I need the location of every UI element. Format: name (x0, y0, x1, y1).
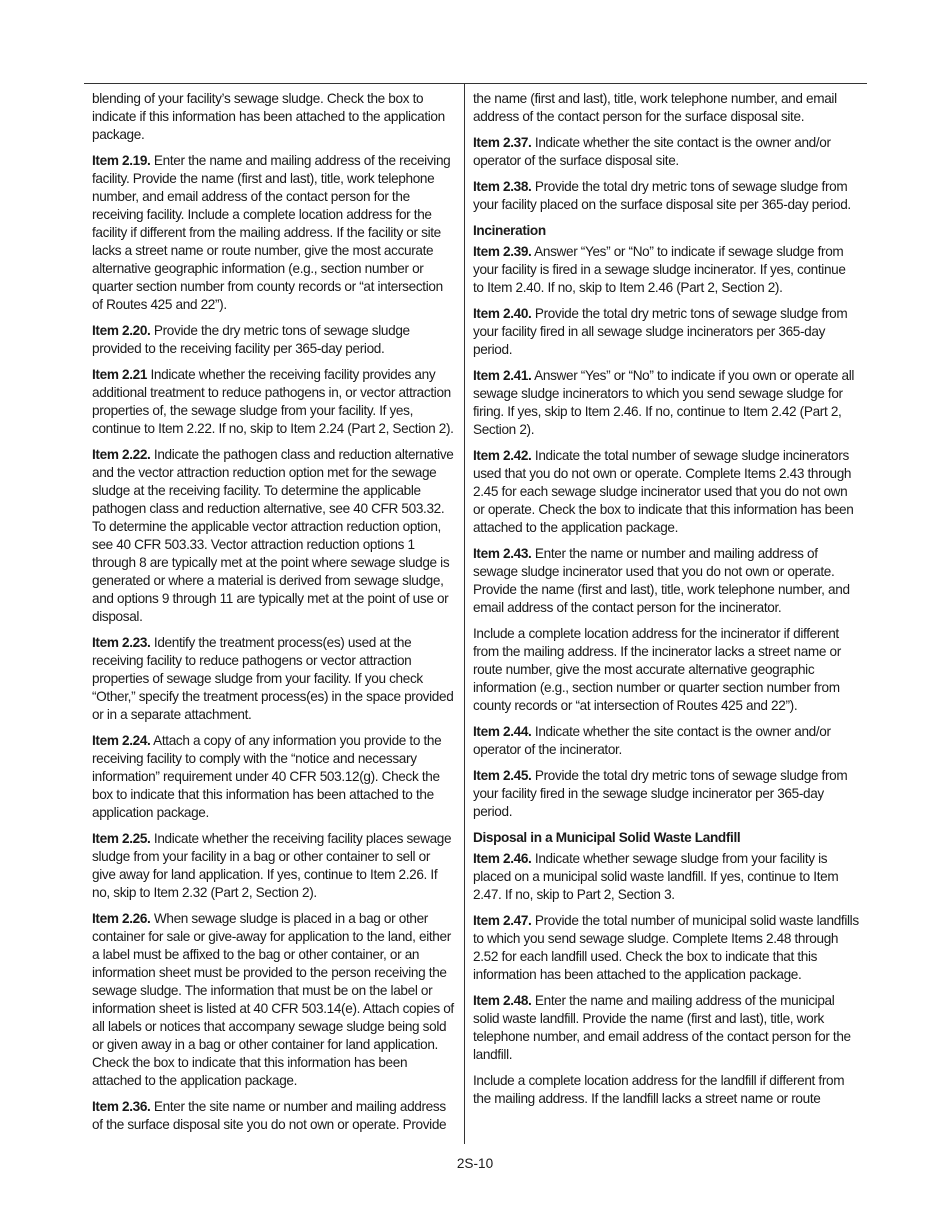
heading-landfill: Disposal in a Municipal Solid Waste Landfill (473, 830, 741, 845)
item-2-21: Item 2.21 Indicate whether the receiving facility provides any additional treatment to reduce pathogens in, or vector attraction properties of, the sewage sludge from your facility. If yes, continue to Item 2.22. If no, skip to Item 2.24 (Part 2, Section 2). (92, 367, 454, 436)
item-2-42: Item 2.42. Indicate the total number of sewage sludge incinerators used that you do not own or operate. Complete Items 2.43 through 2.45 for each sewage sludge incinerator used that you do not own or operate. Check the box to indicate that this information has been attached to the application package. (473, 448, 854, 535)
right-column (473, 90, 859, 1116)
item-2-38: Item 2.38. Provide the total dry metric tons of sewage sludge from your facility placed on the surface disposal site per 365-day period. (473, 179, 851, 212)
item-2-48: Item 2.48. Enter the name and mailing address of the municipal solid waste landfill. Provide the name (first and last), title, work telephone number, and email address of the contact person for the landfill. (473, 993, 851, 1062)
right-intro-paragraph: the name (first and last), title, work telephone number, and email address of the contact person for the surface disposal site. (473, 91, 837, 124)
item-2-40: Item 2.40. Provide the total dry metric tons of sewage sludge from your facility fired in all sewage sludge incinerators per 365-day period. (473, 306, 848, 357)
item-2-23: Item 2.23. Identify the treatment process(es) used at the receiving facility to reduce pathogens or vector attraction properties of sewage sludge from your facility. If you check “Other,” specify the treatment process(es) in the space provided or in a separate attachment. (92, 635, 454, 722)
item-2-44: Item 2.44. Indicate whether the site contact is the owner and/or operator of the incinerator. (473, 724, 831, 757)
item-2-37: Item 2.37. Indicate whether the site contact is the owner and/or operator of the surface disposal site. (473, 135, 831, 168)
item-2-22: Item 2.22. Indicate the pathogen class and reduction alternative and the vector attraction reduction option met for the sewage sludge at the receiving facility. To determine the applicable pathogen class and reduction alternative, see 40 CFR 503.32. To determine the applicable vector attraction reduction option, see 40 CFR 503.33. Vector attraction reduction options 1 through 8 are typically met at the point where sewage sludge is generated or where a material is derived from sewage sludge, and options 9 through 11 are typically met at the point of use or disposal. (92, 447, 454, 624)
item-2-20: Item 2.20. Provide the dry metric tons of sewage sludge provided to the receiving facility per 365-day period. (92, 323, 410, 356)
item-2-41: Item 2.41. Answer “Yes” or “No” to indicate if you own or operate all sewage sludge incinerators to which you send sewage sludge for firing. If yes, skip to Item 2.46. If no, continue to Item 2.42 (Part 2, Section 2). (473, 368, 855, 437)
item-2-45: Item 2.45. Provide the total dry metric tons of sewage sludge from your facility fired in the sewage sludge incinerator per 365-day period. (473, 768, 848, 819)
item-2-36: Item 2.36. Enter the site name or number and mailing address of the surface disposal site you do not own or operate. Provide (92, 1099, 447, 1132)
item-2-43: Item 2.43. Enter the name or number and mailing address of sewage sludge incinerator used that you do not own or operate. Provide the name (first and last), title, work telephone number, and email address of the contact person for the incinerator. (473, 546, 850, 615)
item-2-26: Item 2.26. When sewage sludge is placed in a bag or other container for sale or give-away for application to the land, either a label must be affixed to the bag or other container, or an information sheet must be provided to the person receiving the sewage sludge. The information that must be on the label or information sheet is listed at 40 CFR 503.14(e). Attach copies of all labels or notices that accompany sewage sludge being sold or given away in a bag or other container for land application. Check the box to indicate that this information has been attached to the application package. (92, 911, 454, 1088)
item-2-43-continued: Include a complete location address for the incinerator if different from the mailing address. If the incinerator lacks a street name or route number, give the most accurate alternative geographic information (e.g., section number or quarter section number from county records or “at intersection of Routes 425 and 22”). (473, 626, 841, 713)
column-divider (464, 84, 465, 1144)
page-number: 2S-10 (456, 1156, 494, 1171)
item-2-24: Item 2.24. Attach a copy of any information you provide to the receiving facility to comply with the “notice and necessary information” requirement under 40 CFR 503.12(g). Check the box to indicate that this information has been attached to the application package. (92, 733, 442, 820)
item-2-25: Item 2.25. Indicate whether the receiving facility places sewage sludge from your facility in a bag or other container to sell or give away for land application. If yes, continue to Item 2.26. If no, skip to Item 2.32 (Part 2, Section 2). (92, 831, 452, 900)
heading-incineration: Incineration (473, 223, 546, 238)
item-2-46: Item 2.46. Indicate whether sewage sludge from your facility is placed on a municipal solid waste landfill. If yes, continue to Item 2.47. If no, skip to Part 2, Section 3. (473, 851, 839, 902)
left-column (92, 90, 456, 1142)
item-2-39: Item 2.39. Answer “Yes” or “No” to indicate if sewage sludge from your facility is fired in a sewage sludge incinerator. If yes, continue to Item 2.40. If no, skip to Item 2.46 (Part 2, Section 2). (473, 244, 846, 295)
item-2-48-continued: Include a complete location address for the landfill if different from the mailing address. If the landfill lacks a street name or route (473, 1073, 845, 1106)
left-intro-paragraph: blending of your facility’s sewage sludge. Check the box to indicate if this information has been attached to the application package. (92, 91, 445, 142)
item-2-19: Item 2.19. Enter the name and mailing address of the receiving facility. Provide the name (first and last), title, work telephone number, and email address of the contact person for the receiving facility. Include a complete location address for the facility if different from the mailing address. If the facility or site lacks a street name or route number, give the most accurate alternative geographic information (e.g., section number or quarter section number from county records or “at intersection of Routes 425 and 22”). (92, 153, 451, 312)
top-rule (84, 83, 867, 84)
item-2-47: Item 2.47. Provide the total number of municipal solid waste landfills to which you send sewage sludge. Complete Items 2.48 through 2.52 for each landfill used. Check the box to indicate that this information has been attached to the application package. (473, 913, 859, 982)
